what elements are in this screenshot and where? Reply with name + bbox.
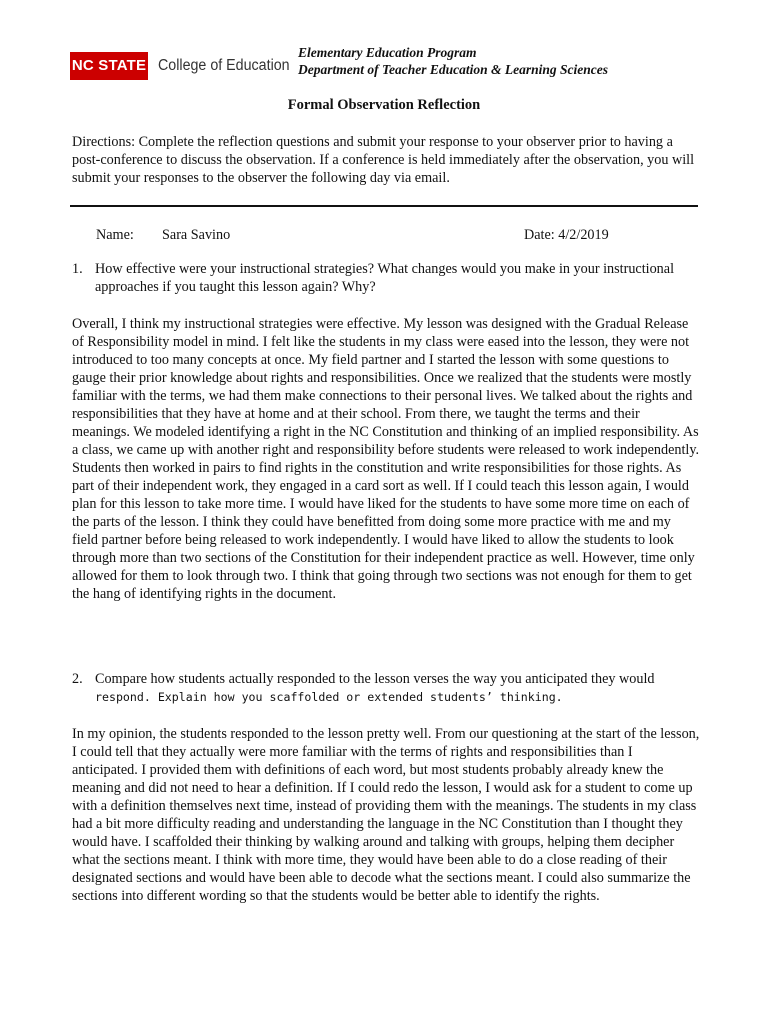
question-text-part-2: respond. Explain how you scaffolded or extended students’ thinking.	[95, 690, 563, 704]
document-title: Formal Observation Reflection	[287, 97, 481, 113]
program-name: Elementary Education Program	[298, 45, 477, 60]
date-field: Date: 4/2/2019	[524, 227, 609, 243]
question-text: How effective were your instructional strategies? What changes would you make in your instructional approaches if you taught this lesson again? Why?	[95, 261, 675, 295]
horizontal-rule	[70, 205, 698, 207]
question-text	[95, 670, 695, 706]
answer-1: Overall, I think my instructional strategies were effective. My lesson was designed with the Gradual Release of Responsibility model in mind. I felt like the students in my class were eased into the lesson, they were not introduced to too many concepts at once. My field partner and I started the lesson with some questions to gauge their prior knowledge about rights and responsibilities. Once we realized that the students were mostly familiar with the terms, we had them make connections to their personal lives. We talked about the rights and responsibilities that they have at home and at their school. From there, we taught the terms and their meanings. We modeled identifying a right in the NC Constitution and thinking of an implied responsibility. As a class, we came up with another right and responsibility before students were released to work independently. Students then worked in pairs to find rights in the constitution and write responsibilities for those rights. As part of their independent work, they engaged in a card sort as well. If I could teach this lesson again, I would plan for this lesson to take more time. I would have liked for the students to have some more time on each of the parts of the lesson. I think they could have benefitted from doing some more practice with me and my field partner before being released to work independently. I would have liked to allow the students to look through more than two sections of the Constitution for their independent practice as well. However, time only allowed for them to look through two. I think that going through two sections was not enough for them to get the hang of identifying rights in the document.	[72, 316, 700, 602]
department-name: Department of Teacher Education & Learning Sciences	[298, 62, 608, 77]
question-number: 1.	[72, 261, 83, 277]
name-date-row	[96, 226, 616, 246]
letterhead	[70, 44, 710, 84]
directions-paragraph: Directions: Complete the reflection questions and submit your response to your observer prior to having a post-conference to discuss the observation. If a conference is held immediately after the observation, you will submit your responses to the observer the following day via email.	[72, 134, 695, 186]
program-info	[298, 44, 608, 78]
question-text-part-1: Compare how students actually responded to the lesson verses the way you anticipated they would	[95, 671, 655, 687]
nc-state-logo: NC STATE	[70, 52, 148, 80]
answer-2: In my opinion, the students responded to the lesson pretty well. From our questioning at the start of the lesson, I could tell that they actually were more familiar with the terms of rights and responsibilities than I anticipated. I provided them with definitions of each word, but most students probably already knew the meaning and did not need to hear a definition. If I could redo the lesson, I would ask for a student to come up with a definition themselves next time, instead of providing them with the meanings. The students in my class had a bit more difficulty reading and understanding the language in the NC Constitution than I thought they would have. I scaffolded their thinking by walking around and talking with groups, helping them decipher what the sections meant. I think with more time, they would have been able to do a close reading of their designated sections and would have been able to decode what the sections meant. I could also summarize the sections into different wording so that the students would be better able to identify the rights.	[72, 726, 700, 904]
name-label: Name:	[96, 227, 134, 243]
question-number: 2.	[72, 671, 83, 687]
name-value: Sara Savino	[162, 227, 231, 243]
college-name: College of Education	[158, 57, 290, 74]
